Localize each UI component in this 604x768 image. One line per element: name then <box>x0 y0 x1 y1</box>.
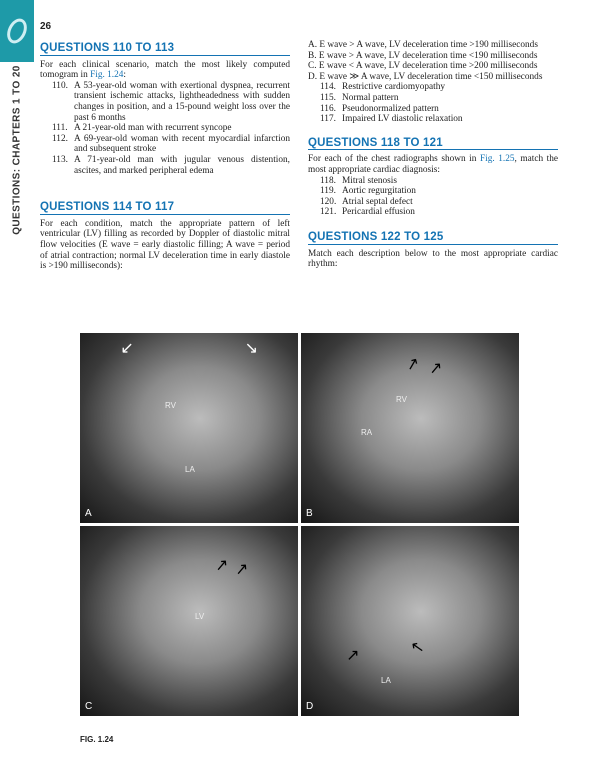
item-text: Restrictive cardiomyopathy <box>342 82 446 93</box>
answer-option: B. E wave > A wave, LV deceleration time <190 milliseconds <box>308 50 538 61</box>
item-number: 116. <box>320 103 336 114</box>
item-text: Normal pattern <box>342 92 399 103</box>
item-number: 113. <box>52 154 68 165</box>
item-text: Aortic regurgitation <box>342 186 416 197</box>
list-item <box>40 81 290 123</box>
heart-logo-icon <box>3 15 30 46</box>
arrow-icon: ↑ <box>341 644 365 667</box>
page-number: 26 <box>40 21 52 32</box>
figure-link[interactable]: Fig. 1.25 <box>479 154 515 165</box>
ct-panel-d: ↑ ↑ LA D <box>301 526 519 716</box>
section-intro: For each clinical scenario, match the most likely computed tomogram in Fig. 1.24: <box>40 59 290 81</box>
section-heading: QUESTIONS 118 TO 121 <box>308 138 558 151</box>
list-item <box>308 114 558 125</box>
item-number: 110. <box>52 80 68 91</box>
section-heading: QUESTIONS 114 TO 117 <box>40 202 290 215</box>
chapter-tab <box>0 0 34 62</box>
item-number: 114. <box>320 82 336 93</box>
item-text: A 71-year-old man with jugular venous distention, ascites, and marked peripheral edema <box>74 154 290 176</box>
section-heading: QUESTIONS 110 TO 113 <box>40 43 290 56</box>
figure-caption: FIG. 1.24 <box>80 735 114 744</box>
ct-panel-c: ↑ ↑ LV C <box>80 526 298 716</box>
list-item <box>40 134 290 155</box>
item-number: 118. <box>320 175 336 186</box>
right-column <box>308 40 558 270</box>
list-item <box>308 104 558 115</box>
item-text: A 69-year-old woman with recent myocardial infarction and subsequent stroke <box>74 133 290 155</box>
section-heading: QUESTIONS 122 TO 125 <box>308 232 558 245</box>
item-number: 115. <box>320 92 336 103</box>
arrow-icon: ↑ <box>402 352 424 377</box>
item-number: 112. <box>52 133 68 144</box>
list-item <box>308 186 558 197</box>
arrow-icon: ↑ <box>210 553 233 578</box>
ct-panel-b: ↑ ↑ RV RA B <box>301 333 519 523</box>
answer-option: D. E wave ≫ A wave, LV deceleration time <150 milliseconds <box>308 71 543 82</box>
item-text: A 53-year-old woman with exertional dyspnea, recurrent transient ischemic attacks, lightheadedness with sudden changes in position, and a 15-pound weight loss over the past 6 months <box>74 80 290 123</box>
item-number: 117. <box>320 114 336 125</box>
list-item <box>308 176 558 187</box>
item-text: Impaired LV diastolic relaxation <box>342 114 463 125</box>
item-text: Pericardial effusion <box>342 207 415 218</box>
item-text: Mitral stenosis <box>342 175 398 186</box>
list-item <box>308 207 558 218</box>
section-intro: For each of the chest radiographs shown in Fig. 1.25, match the most appropriate cardiac diagnosis: <box>308 154 558 175</box>
answer-option: C. E wave < A wave, LV deceleration time >200 milliseconds <box>308 61 538 72</box>
arrow-icon: ↑ <box>424 356 447 381</box>
left-column <box>40 43 290 272</box>
section-intro: For each condition, match the appropriate pattern of left ventricular (LV) filling as recorded by Doppler of diastolic mitral flow velocities (E wave = early diastolic filling; A wave = period of atrial contraction; normal LV deceleration time in early diastole is >190 milliseconds): <box>40 218 290 272</box>
item-number: 119. <box>320 186 336 197</box>
list-item <box>308 197 558 208</box>
item-text: Pseudonormalized pattern <box>342 103 439 114</box>
item-number: 111. <box>52 123 68 134</box>
arrow-icon: ↓ <box>115 337 139 360</box>
list-item <box>308 93 558 104</box>
arrow-icon: ↑ <box>230 557 253 582</box>
running-side-header: QUESTIONS: CHAPTERS 1 TO 20 <box>11 65 23 235</box>
ct-panel-a: ↓ ↓ RV LA A <box>80 333 298 523</box>
item-text: A 21-year-old man with recurrent syncope <box>74 123 232 134</box>
item-text: Atrial septal defect <box>342 196 413 207</box>
figure-link[interactable]: Fig. 1.24 <box>90 70 124 81</box>
list-item <box>308 82 558 93</box>
item-number: 120. <box>320 196 337 207</box>
list-item <box>40 123 290 134</box>
figure-1-24 <box>80 333 520 717</box>
arrow-icon: ↑ <box>406 636 430 659</box>
answer-option: A. E wave > A wave, LV deceleration time >190 milliseconds <box>308 40 538 50</box>
section-intro: Match each description below to the most appropriate cardiac rhythm: <box>308 248 558 270</box>
list-item <box>40 155 290 176</box>
arrow-icon: ↓ <box>240 337 264 360</box>
item-number: 121. <box>320 207 337 218</box>
